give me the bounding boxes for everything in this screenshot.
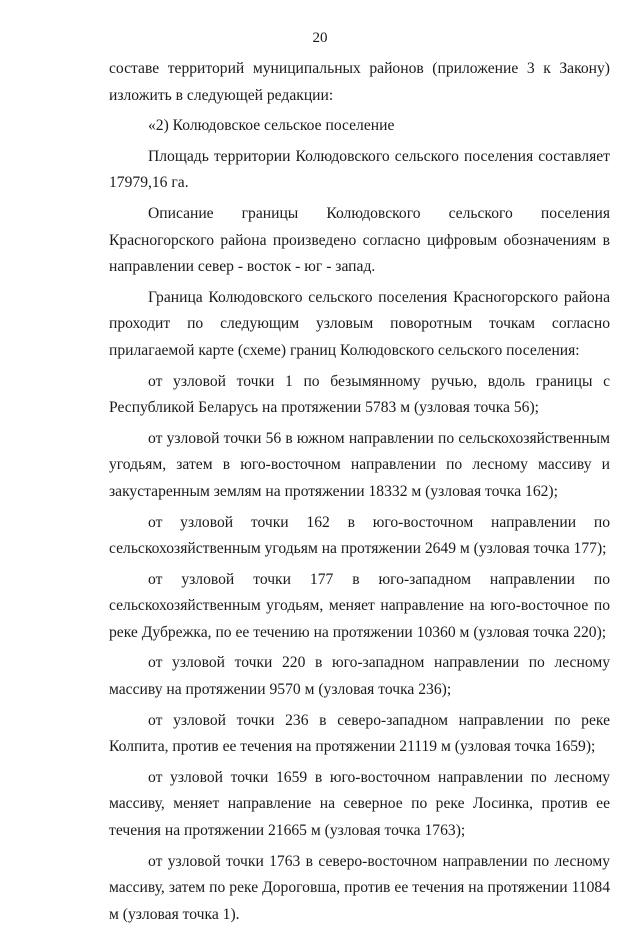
paragraph-segment-1659-1763: от узловой точки 1659 в юго-восточном направлении по лесному массиву, меняет направление на северное по реке Лосинка, против ее течения на протяжении 21665 м (узловая точка 1763); <box>109 768 610 840</box>
paragraph-segment-236-1659: от узловой точки 236 в северо-западном направлении по реке Колпита, против ее течения на протяжении 21119 м (узловая точка 1659); <box>109 711 610 756</box>
page-number: 20 <box>312 30 328 46</box>
paragraph-segment-1-56: от узловой точки 1 по безымянному ручью, вдоль границы с Республикой Беларусь на протяжении 5783 м (узловая точка 56); <box>109 372 610 417</box>
paragraph-segment-56-162: от узловой точки 56 в южном направлении по сельскохозяйственным угодьям, затем в юго-восточном направлении по лесному массиву и закустаренным землям на протяжении 18332 м (узловая точка 162); <box>109 429 610 500</box>
paragraph-amendment-intro: составе территорий муниципальных районов (приложение 3 к Закону) изложить в следующей редакции: <box>109 60 610 104</box>
paragraph-segment-177-220: от узловой точки 177 в юго-западном направлении по сельскохозяйственным угодьям, меняет направление на юго-восточное по реке Дубрежка, по ее течению на протяжении 10360 м (узловая точка 220); <box>109 570 610 641</box>
paragraph-segment-162-177: от узловой точки 162 в юго-восточном направлении по сельскохозяйственным угодьям на протяжении 2649 м (узловая точка 177); <box>109 513 610 558</box>
document-body <box>109 56 610 928</box>
paragraph-segment-220-236: от узловой точки 220 в юго-западном направлении по лесному массиву на протяжении 9570 м (узловая точка 236); <box>109 654 610 699</box>
paragraph-segment-1763-1: от узловой точки 1763 в северо-восточном направлении по лесному массиву, затем по реке Дороговша, против ее течения на протяжении 11084 м (узловая точка 1). <box>109 852 610 923</box>
paragraph-area: Площадь территории Колюдовского сельского поселения составляет 17979,16 га. <box>109 147 610 192</box>
paragraph-settlement-heading: «2) Колюдовское сельское поселение <box>148 117 395 135</box>
paragraph-boundary-points-intro: Граница Колюдовского сельского поселения Красногорского района проходит по следующим узловым поворотным точкам согласно прилагаемой карте (схеме) границ Колюдовского сельского поселения: <box>109 288 610 359</box>
paragraph-boundary-description: Описание границы Колюдовского сельского поселения Красногорского района произведено согласно цифровым обозначениям в направлении север - восток - юг - запад. <box>109 204 610 276</box>
